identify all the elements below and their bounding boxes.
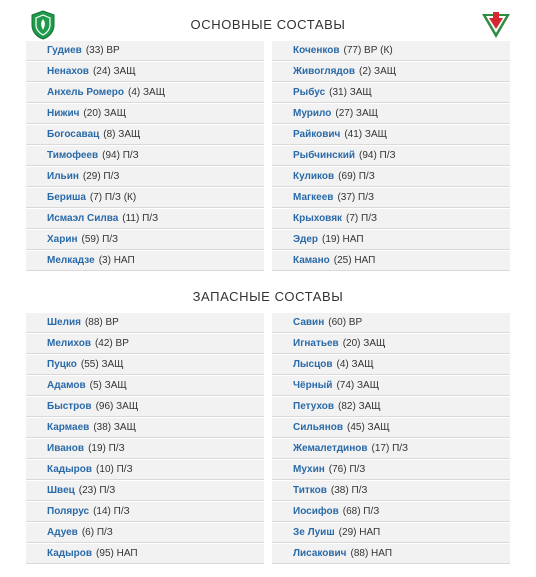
player-name-link[interactable]: Швец (47, 485, 75, 496)
starters-right-list (272, 41, 510, 272)
player-row (26, 313, 264, 333)
starters-left-list (26, 41, 264, 272)
player-number-position: (59) П/З (81, 234, 119, 245)
player-row (272, 523, 510, 543)
player-row (272, 502, 510, 522)
player-number-position: (42) ВР (94, 338, 129, 349)
player-number-position: (55) ЗАЩ (80, 359, 124, 370)
player-name-link[interactable]: Рыбус (293, 87, 326, 98)
player-name-link[interactable]: Тимофеев (47, 150, 99, 161)
player-number-position: (37) П/З (337, 192, 375, 203)
player-row (26, 125, 264, 145)
player-number-position: (41) ЗАЩ (344, 129, 387, 140)
player-name-link[interactable]: Райкович (293, 129, 341, 140)
player-row (272, 146, 510, 166)
player-number-position: (77) ВР (К) (343, 45, 393, 56)
player-row (26, 62, 264, 82)
player-number-position: (94) П/З (359, 150, 396, 161)
player-row (272, 125, 510, 145)
player-row (272, 167, 510, 187)
player-number-position: (10) П/З (96, 464, 133, 475)
player-row (26, 418, 264, 438)
player-name-link[interactable]: Ильин (47, 171, 79, 182)
player-row (26, 146, 264, 166)
substitutes-left-list (26, 313, 264, 565)
player-row (272, 481, 510, 501)
player-number-position: (11) П/З (122, 213, 159, 224)
player-row (26, 104, 264, 124)
player-name-link[interactable]: Игнатьев (293, 338, 339, 349)
player-name-link[interactable]: Быстров (47, 401, 92, 412)
player-row (272, 376, 510, 396)
player-name-link[interactable]: Магкеев (293, 192, 334, 203)
player-name-link[interactable]: Кадыров (47, 548, 93, 559)
player-name-link[interactable]: Коченков (293, 45, 340, 56)
player-name-link[interactable]: Шелия (47, 317, 81, 328)
player-row (26, 397, 264, 417)
player-name-link[interactable]: Лисакович (293, 548, 347, 559)
player-number-position: (76) П/З (328, 464, 366, 475)
player-name-link[interactable]: Живоглядов (293, 66, 356, 77)
player-row (272, 188, 510, 208)
player-name-link[interactable]: Мурило (293, 108, 332, 119)
player-row (26, 502, 264, 522)
player-number-position: (4) ЗАЩ (128, 87, 166, 98)
player-number-position: (19) П/З (88, 443, 125, 454)
player-name-link[interactable]: Кармаев (47, 422, 90, 433)
player-name-link[interactable]: Эдер (293, 234, 318, 245)
player-row (272, 83, 510, 103)
player-name-link[interactable]: Титков (293, 485, 327, 496)
player-number-position: (5) ЗАЩ (89, 380, 127, 391)
player-row (26, 439, 264, 459)
player-row (272, 418, 510, 438)
player-number-position: (3) НАП (98, 255, 135, 266)
player-number-position: (2) ЗАЩ (359, 66, 397, 77)
player-name-link[interactable]: Нижич (47, 108, 80, 119)
player-number-position: (7) П/З (346, 213, 378, 224)
player-number-position: (60) ВР (328, 317, 363, 328)
player-name-link[interactable]: Гудиев (47, 45, 82, 56)
player-number-position: (33) ВР (85, 45, 120, 56)
player-number-position: (96) ЗАЩ (95, 401, 139, 412)
player-name-link[interactable]: Адуев (47, 527, 78, 538)
player-name-link[interactable]: Рыбчинский (293, 150, 355, 161)
player-name-link[interactable]: Сильянов (293, 422, 343, 433)
player-row (26, 188, 264, 208)
player-number-position: (24) ЗАЩ (92, 66, 136, 77)
player-row (272, 544, 510, 564)
player-number-position: (29) П/З (82, 171, 120, 182)
player-name-link[interactable]: Адамов (47, 380, 86, 391)
player-row (272, 355, 510, 375)
player-name-link[interactable]: Богосавац (47, 129, 100, 140)
player-row (272, 62, 510, 82)
player-number-position: (74) ЗАЩ (336, 380, 380, 391)
player-name-link[interactable]: Полярус (47, 506, 90, 517)
player-name-link[interactable]: Чёрный (293, 380, 333, 391)
player-row (26, 83, 264, 103)
player-number-position: (14) П/З (93, 506, 130, 517)
player-row (272, 104, 510, 124)
player-name-link[interactable]: Харин (47, 234, 78, 245)
player-row (272, 230, 510, 250)
player-name-link[interactable]: Анхель Ромеро (47, 87, 124, 98)
player-name-link[interactable]: Савин (293, 317, 325, 328)
substitutes-right-list (272, 313, 510, 565)
player-name-link[interactable]: Исмаэл Силва (47, 213, 119, 224)
player-name-link[interactable]: Иосифов (293, 506, 339, 517)
player-number-position: (8) ЗАЩ (103, 129, 141, 140)
player-row (26, 41, 264, 61)
player-number-position: (88) ВР (84, 317, 119, 328)
player-number-position: (38) П/З (330, 485, 368, 496)
player-number-position: (4) ЗАЩ (336, 359, 374, 370)
player-row (272, 460, 510, 480)
player-row (272, 439, 510, 459)
player-name-link[interactable]: Ненахов (47, 66, 89, 77)
player-number-position: (38) ЗАЩ (93, 422, 136, 433)
player-number-position: (69) П/З (338, 171, 375, 182)
player-number-position: (95) НАП (96, 548, 138, 559)
player-name-link[interactable]: Куликов (293, 171, 335, 182)
player-row (26, 460, 264, 480)
player-name-link[interactable]: Крыховяк (293, 213, 343, 224)
player-number-position: (6) П/З (81, 527, 113, 538)
player-row (272, 397, 510, 417)
lokomotiv-crest-icon[interactable] (480, 10, 512, 40)
player-name-link[interactable]: Камано (293, 255, 330, 266)
player-row (26, 376, 264, 396)
player-row (26, 523, 264, 543)
player-name-link[interactable]: Мухин (293, 464, 325, 475)
substitutes-title: ЗАПАСНЫЕ СОСТАВЫ (192, 289, 344, 304)
player-row (26, 230, 264, 250)
player-row (26, 209, 264, 229)
player-row (272, 313, 510, 333)
player-number-position: (17) П/З (371, 443, 409, 454)
player-name-link[interactable]: Пуцко (47, 359, 77, 370)
player-number-position: (27) ЗАЩ (335, 108, 379, 119)
player-number-position: (31) ЗАЩ (329, 87, 372, 98)
player-row (26, 251, 264, 271)
player-number-position: (45) ЗАЩ (347, 422, 390, 433)
player-row (272, 209, 510, 229)
player-row (26, 334, 264, 354)
player-name-link[interactable]: Кадыров (47, 464, 93, 475)
player-number-position: (82) ЗАЩ (338, 401, 381, 412)
player-name-link[interactable]: Мелихов (47, 338, 91, 349)
player-number-position: (7) П/З (К) (89, 192, 137, 203)
player-row (26, 544, 264, 564)
player-name-link[interactable]: Бериша (47, 192, 86, 203)
player-number-position: (19) НАП (322, 234, 364, 245)
player-number-position: (88) НАП (350, 548, 393, 559)
player-name-link[interactable]: Зе Луиш (293, 527, 335, 538)
player-row (272, 334, 510, 354)
player-name-link[interactable]: Мелкадзе (47, 255, 95, 266)
player-name-link[interactable]: Иванов (47, 443, 85, 454)
player-name-link[interactable]: Петухов (293, 401, 335, 412)
player-name-link[interactable]: Лысцов (293, 359, 333, 370)
player-number-position: (29) НАП (338, 527, 381, 538)
player-row (26, 355, 264, 375)
player-number-position: (68) П/З (342, 506, 380, 517)
player-name-link[interactable]: Жемалетдинов (293, 443, 368, 454)
player-number-position: (23) П/З (78, 485, 116, 496)
player-row (26, 167, 264, 187)
player-row (272, 41, 510, 61)
player-number-position: (94) П/З (102, 150, 139, 161)
player-row (272, 251, 510, 271)
player-row (26, 481, 264, 501)
player-number-position: (25) НАП (333, 255, 376, 266)
player-number-position: (20) ЗАЩ (342, 338, 386, 349)
player-number-position: (20) ЗАЩ (83, 108, 127, 119)
starters-title: ОСНОВНЫЕ СОСТАВЫ (190, 17, 346, 32)
